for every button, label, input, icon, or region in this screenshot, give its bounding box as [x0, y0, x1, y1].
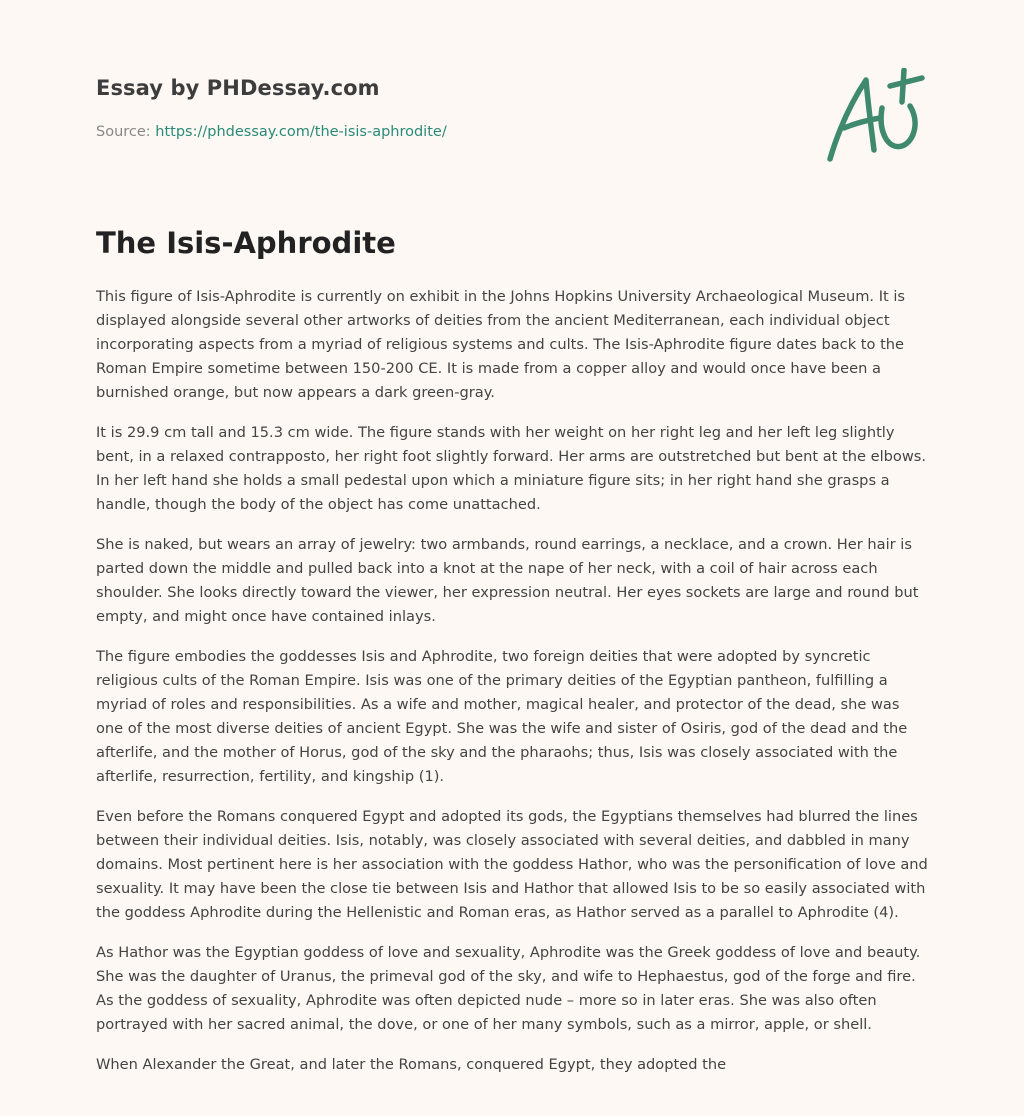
essay-paragraph: This figure of Isis-Aphrodite is currently on exhibit in the Johns Hopkins University Archaeological Museum. It is displayed alongside several other artworks of deities from the ancient Mediterranean, each individual object incorporating aspects from a myriad of religious systems and cults. The Isis-Aphrodite figure dates back to the Roman Empire sometime between 150-200 CE. It is made from a copper alloy and would once have been a burnished orange, but now appears a dark green-gray.: [96, 288, 906, 401]
site-title: Essay by PHDessay.com: [96, 76, 380, 100]
essay-title: The Isis-Aphrodite: [96, 226, 396, 260]
essay-paragraph: The figure embodies the goddesses Isis and Aphrodite, two foreign deities that were adopted by syncretic religious cults of the Roman Empire. Isis was one of the primary deities of the Egyptian pantheon, fulfilling a myriad of roles and responsibilities. As a wife and mother, magical healer, and protector of the dead, she was one of the most diverse deities of ancient Egypt. She was the wife and sister of Osiris, god of the dead and the afterlife, and the mother of Horus, god of the sky and the pharaohs; thus, Isis was closely associated with the afterlife, resurrection, fertility, and kingship (1).: [96, 648, 908, 785]
essay-paragraph: Even before the Romans conquered Egypt and adopted its gods, the Egyptians themselves had blurred the lines between their individual deities. Isis, notably, was closely associated with several deities, and dabbled in many domains. Most pertinent here is her association with the goddess Hathor, who was the personification of love and sexuality. It may have been the close tie between Isis and Hathor that allowed Isis to be so easily associated with the goddess Aphrodite during the Hellenistic and Roman eras, as Hathor served as a parallel to Aphrodite (4).: [96, 808, 928, 921]
a-plus-logo-icon: [822, 68, 926, 164]
essay-body: [96, 285, 928, 1093]
essay-paragraph: When Alexander the Great, and later the Romans, conquered Egypt, they adopted the: [96, 1056, 727, 1073]
essay-paragraph: It is 29.9 cm tall and 15.3 cm wide. The figure stands with her weight on her right leg and her left leg slightly bent, in a relaxed contrapposto, her right foot slightly forward. Her arms are outstretched but bent at the elbows. In her left hand she holds a small pedestal upon which a miniature figure sits; in her right hand she grasps a handle, though the body of the object has come unattached.: [96, 424, 927, 513]
essay-paragraph: As Hathor was the Egyptian goddess of love and sexuality, Aphrodite was the Greek goddess of love and beauty. She was the daughter of Uranus, the primeval god of the sky, and wife to Hephaestus, god of the forge and fire. As the goddess of sexuality, Aphrodite was often depicted nude – more so in later eras. She was also often portrayed with her sacred animal, the dove, or one of her many symbols, such as a mirror, apple, or shell.: [96, 944, 921, 1033]
source-label: Source:: [96, 124, 151, 140]
essay-paragraph: She is naked, but wears an array of jewelry: two armbands, round earrings, a necklace, and a crown. Her hair is parted down the middle and pulled back into a knot at the nape of her neck, with a coil of hair across each shoulder. She looks directly toward the viewer, her expression neutral. Her eyes sockets are large and round but empty, and might once have contained inlays.: [96, 536, 919, 625]
source-line: [96, 124, 447, 140]
source-link[interactable]: https://phdessay.com/the-isis-aphrodite/: [155, 124, 447, 140]
